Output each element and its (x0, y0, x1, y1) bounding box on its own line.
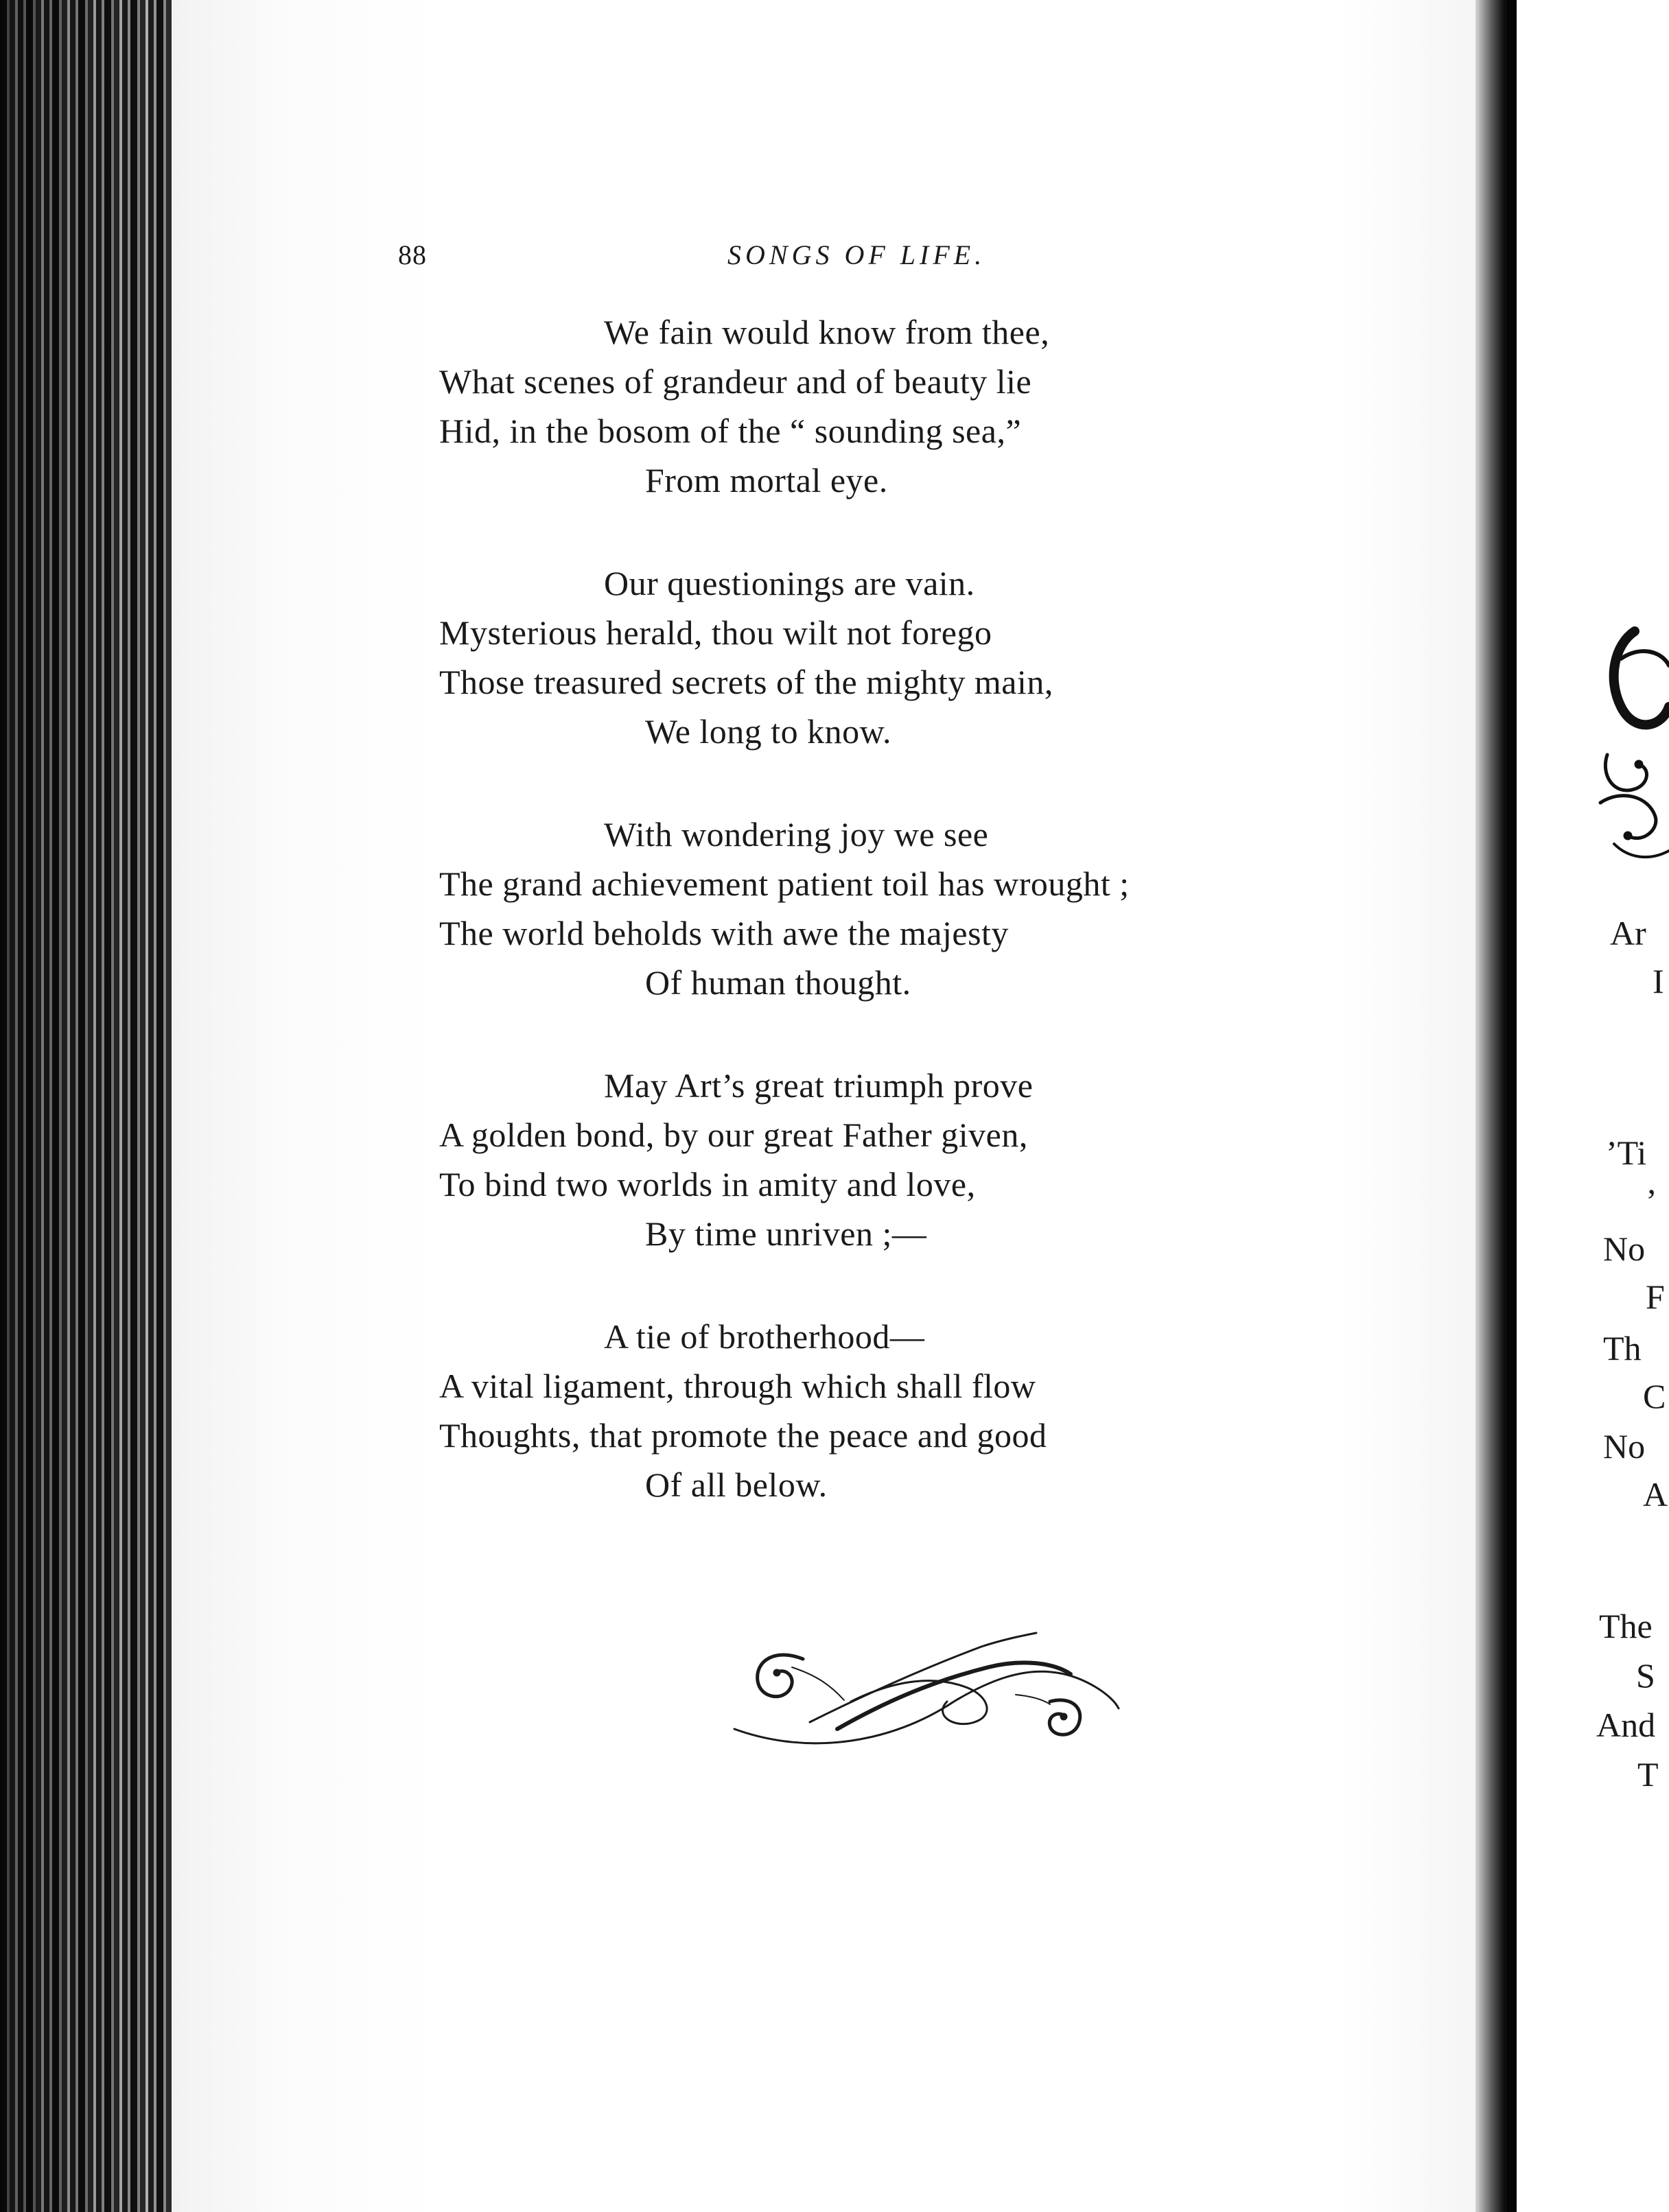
facing-page-fragment: Ar (1610, 914, 1646, 952)
facing-page-fragment: I (1653, 962, 1664, 1000)
facing-page-fragment: A (1643, 1475, 1668, 1514)
facing-page-fragment: And (1596, 1706, 1656, 1744)
poem-line: A tie of brotherhood— (604, 1317, 925, 1356)
book-spine-shadow (1507, 0, 1517, 2212)
facing-page-fragment: The (1599, 1607, 1653, 1645)
poem-line: Of human thought. (645, 963, 911, 1002)
stanza-2 (439, 558, 1400, 756)
poem-line: To bind two worlds in amity and love, (439, 1165, 976, 1203)
poem-body (439, 307, 1400, 1563)
poem-line: Of all below. (645, 1466, 828, 1504)
poem-line: We long to know. (645, 712, 892, 751)
ornate-drop-cap-icon (1594, 617, 1669, 871)
facing-page-fragment: No (1603, 1427, 1646, 1466)
stanza-4 (439, 1061, 1400, 1258)
poem-line: Mysterious herald, thou wilt not forego (439, 613, 992, 652)
flourish-ornament-icon (727, 1619, 1119, 1756)
poem-line: Thoughts, that promote the peace and good (439, 1416, 1047, 1455)
poem-line: From mortal eye. (645, 461, 888, 499)
facing-page-fragment: Th (1603, 1329, 1642, 1367)
poem-line: The world beholds with awe the majesty (439, 914, 1009, 952)
stanza-3 (439, 810, 1400, 1007)
poem-line: Our questionings are vain. (604, 564, 975, 602)
running-title: SONGS OF LIFE. (727, 239, 986, 270)
poem-line: Hid, in the bosom of the “ sounding sea,” (439, 412, 1022, 450)
poem-line: A vital ligament, through which shall flow (439, 1367, 1036, 1405)
facing-page-fragment: C (1643, 1377, 1666, 1415)
poem-line: What scenes of grandeur and of beauty lie (439, 362, 1032, 401)
poem-line: The grand achievement patient toil has wrought ; (439, 864, 1130, 903)
poem-line: By time unriven ;— (645, 1214, 927, 1253)
poem-line: We fain would know from thee, (604, 313, 1050, 351)
page-number: 88 (398, 239, 427, 270)
poem-line: Those treasured secrets of the mighty main, (439, 663, 1053, 701)
poem-line: A golden bond, by our great Father given, (439, 1116, 1028, 1154)
facing-page-fragment: No (1603, 1229, 1646, 1268)
facing-page-fragment: ’ (1646, 1181, 1657, 1220)
facing-page-fragment: S (1636, 1656, 1655, 1695)
poem-line: May Art’s great triumph prove (604, 1066, 1034, 1105)
page-header (398, 239, 1345, 280)
facing-page-fragment: ’Ti (1606, 1133, 1647, 1172)
facing-page (1517, 0, 1664, 2212)
stanza-1 (439, 307, 1400, 505)
facing-page-fragment: T (1637, 1755, 1659, 1793)
stanza-5 (439, 1312, 1400, 1509)
fore-edge-shadow (0, 0, 178, 2212)
poem-line: With wondering joy we see (604, 815, 989, 854)
facing-page-fragment: F (1646, 1278, 1665, 1316)
